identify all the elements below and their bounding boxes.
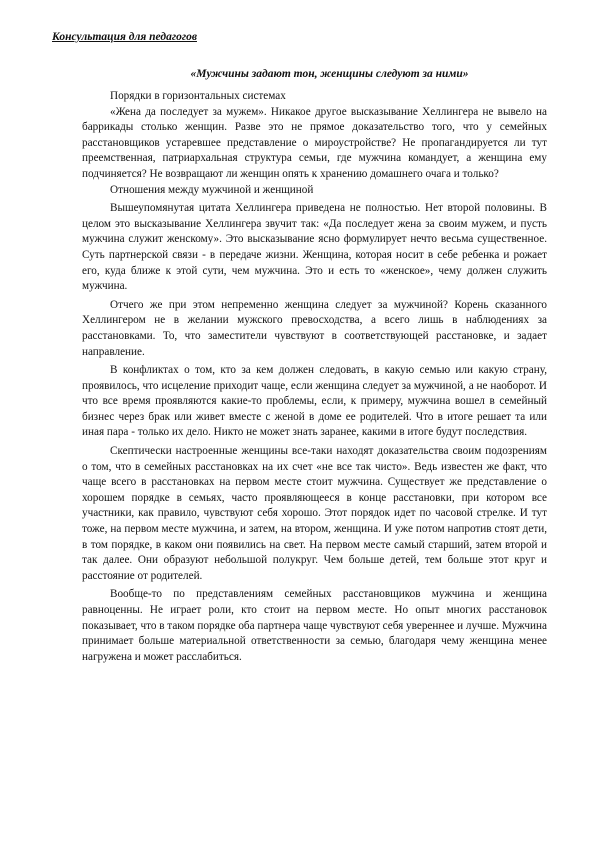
subheading-relations: Отношения между мужчиной и женщиной xyxy=(110,183,314,196)
paragraph-intro: «Жена да последует за мужем». Никакое другое высказывание Хеллингера не вывело на баррикады столько женщин. Разве это не прямое доказательство того, что у семейных расстановщиков устаревшее представление о мироустройстве? Не пропагандируется ли тут преемственная, патриархальная структура семьи, где мужчина командует, а женщина ему подчиняется? Не возвращают ли женщин опять к хранению домашнего очага и только? xyxy=(82,105,547,180)
paragraph-why: Отчего же при этом непременно женщина следует за мужчиной? Корень сказанного Хеллингером не в желании мужского превосходства, а всего лишь в наблюдениях за расстановками. То, что заместители чувствуют в соответствующей расстановке, и задает направление. xyxy=(82,298,547,358)
subheading-horizontal-systems: Порядки в горизонтальных системах xyxy=(110,90,286,102)
paragraph-conflicts: В конфликтах о том, кто за кем должен следовать, в какую семью или какую страну, проявилось, что исцеление приходит чаще, если женщина следует за мужчиной, а не наоборот. И что все время проявляются какие-то проблемы, если, к примеру, мужчина вошел в семейный бизнес через брак или живет вместе с женой в доме ее родителей. Что в итоге решает та или иная пара - только их дело. Никто не может знать заранее, какими в итоге будут последствия. xyxy=(82,364,547,439)
document-header: Консультация для педагогов xyxy=(52,31,197,43)
paragraph-skeptics: Скептически настроенные женщины все-таки находят доказательства своим подозрениям о том, что в семейных расстановках на их счет «не все так чисто». Ведь известен же факт, что чаще всего в расстановках на первом месте стоит мужчина. Существует же представление о хорошем порядке в семьях, часто проявляющееся в конце расстановки, при котором все участники, как правило, чувствуют себя хорошо. Этот порядок идет по часовой стрелке. И тут тоже, на первом месте мужчина, и затем, на втором, женщина. И уже потом напротив стоят дети, в том порядке, в каком они появились на свет. На первом месте самый старший, затем второй и так далее. Они образуют небольшой полукруг. Чем больше детей, тем больше этот круг и расстояние от родителей. xyxy=(82,445,547,582)
paragraph-quote: Вышеупомянутая цитата Хеллингера приведена не полностью. Нет второй половины. В целом это высказывание Хеллингера звучит так: «Да последует жена за своим мужем, и пусть мужчина служит женскому». Это высказывание ясно формулирует нечто весьма существенное. Суть партнерской связи - в передаче жизни. Женщина, которая носит в себе ребенка и рожает его, куда ближе к этой сути, чем мужчина. Это и есть то «женское», чему должен служить мужчина. xyxy=(82,202,547,293)
paragraph-equality: Вообще-то по представлениям семейных расстановщиков мужчина и женщина равноценны. Не играет роли, кто стоит на первом месте. Но опыт многих расстановок показывает, что в таком порядке оба партнера чаще чувствуют себя увереннее и лучше. Мужчина принимает больше материальной ответственности за семью, благодаря чему женщина менее нагружена и может расслабиться. xyxy=(82,588,547,663)
document-title: «Мужчины задают тон, женщины следуют за ними» xyxy=(190,68,469,80)
